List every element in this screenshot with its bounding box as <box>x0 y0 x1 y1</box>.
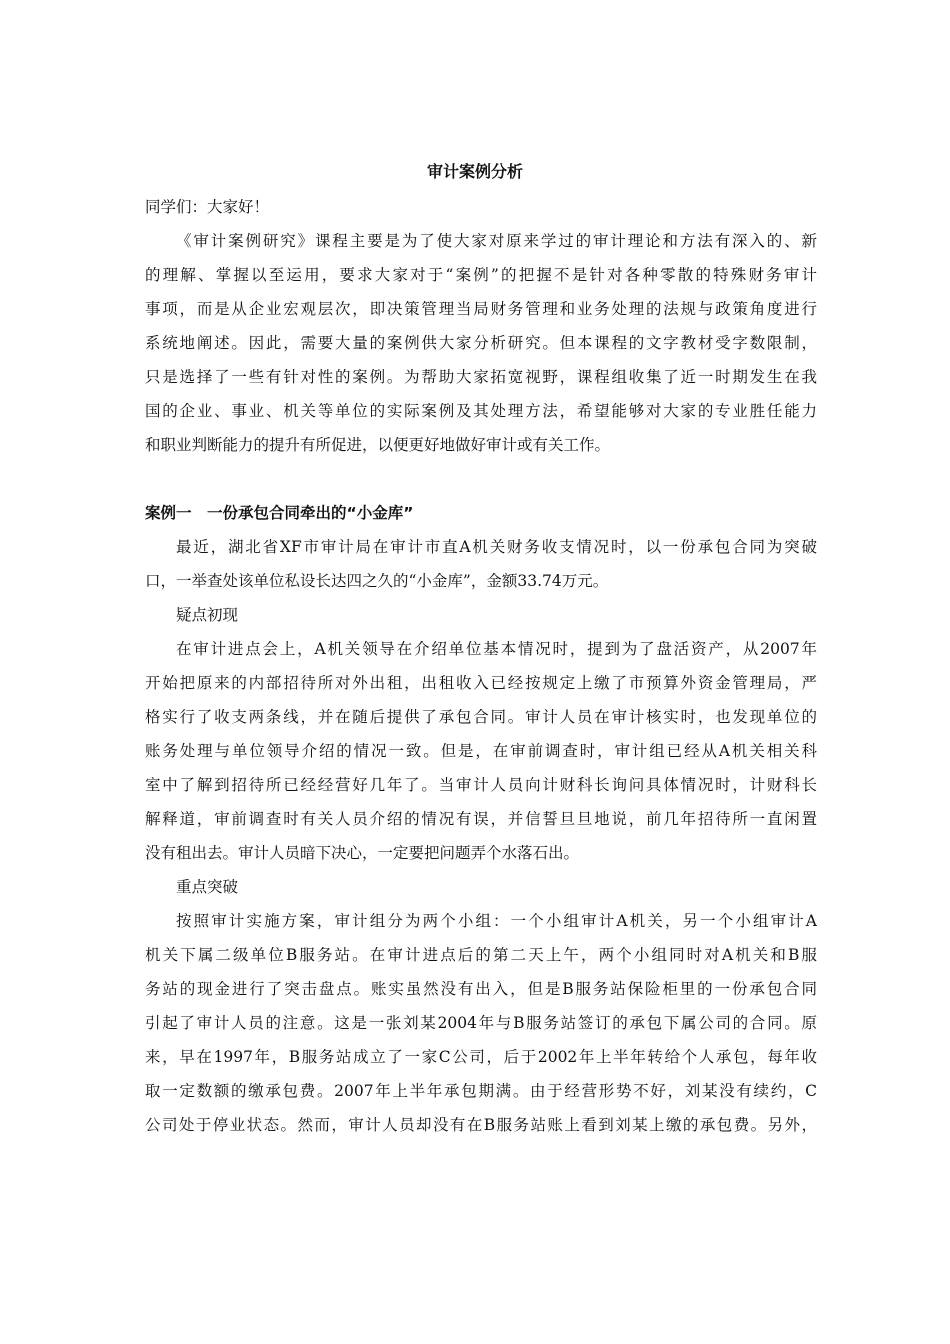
paragraph-line: 《审计案例研究》课程主要是为了使大家对原来学过的审计理论和方法有深入的、新 <box>176 232 817 250</box>
paragraph-line: 没有租出去。审计人员暗下决心，一定要把问题弄个水落石出。 <box>145 844 580 862</box>
case-heading: 案例一 一份承包合同牵出的“小金库” <box>145 504 414 522</box>
section-spacer <box>145 467 817 501</box>
paragraph-line: 口，一举查处该单位私设长达四之久的“小金库”，金额33.74万元。 <box>145 572 609 590</box>
greeting-line: 同学们：大家好！ <box>145 198 270 216</box>
paragraph-line: 系统地阐述。因此，需要大量的案例供大家分析研究。但本课程的文字教材受字数限制， <box>145 334 817 352</box>
paragraph-line: 来，早在1997年，B服务站成立了一家C公司，后于2002年上半年转给个人承包，每年收 <box>145 1048 817 1066</box>
paragraph-line: 室中了解到招待所已经经营好几年了。当审计人员向计财科长询问具体情况时，计财科长 <box>145 776 817 794</box>
paragraph-line: 机关下属二级单位B服务站。在审计进点后的第二天上午，两个小组同时对A机关和B服 <box>145 946 817 964</box>
paragraph-line: 最近，湖北省XF市审计局在审计市直A机关财务收支情况时，以一份承包合同为突破 <box>176 538 817 556</box>
case-summary-paragraph <box>145 535 817 593</box>
document-title: 审计案例分析 <box>426 162 523 181</box>
paragraph-line: 事项，而是从企业宏观层次，即决策管理当局财务管理和业务处理的法规与政策角度进行 <box>145 300 817 318</box>
subheading-doubt: 疑点初现 <box>176 606 239 624</box>
paragraph-line: 开始把原来的内部招待所对外出租，出租收入已经按规定上缴了市预算外资金管理局，严 <box>145 674 817 692</box>
paragraph-line: 格实行了收支两条线，并在随后提供了承包合同。审计人员在审计核实时，也发现单位的 <box>145 708 817 726</box>
paragraph-line: 只是选择了一些有针对性的案例。为帮助大家拓宽视野，课程组收集了近一时期发生在我 <box>145 368 817 386</box>
doubt-paragraph <box>145 637 817 865</box>
paragraph-line: 解释道，审前调查时有关人员介绍的情况有误，并信誓旦旦地说，前几年招待所一直闲置 <box>145 810 817 828</box>
intro-paragraph <box>145 229 817 457</box>
paragraph-line: 公司处于停业状态。然而，审计人员却没有在B服务站账上看到刘某上缴的承包费。另外， <box>145 1116 817 1134</box>
paragraph-line: 取一定数额的缴承包费。2007年上半年承包期满。由于经营形势不好，刘某没有续约，C <box>145 1082 817 1100</box>
paragraph-line: 的理解、掌握以至运用，要求大家对于“案例”的把握不是针对各种零散的特殊财务审计 <box>145 266 817 284</box>
paragraph-line: 和职业判断能力的提升有所促进，以便更好地做好审计或有关工作。 <box>145 436 611 454</box>
paragraph-line: 在审计进点会上，A机关领导在介绍单位基本情况时，提到为了盘活资产，从2007年 <box>176 640 817 658</box>
paragraph-line: 账务处理与单位领导介绍的情况一致。但是，在审前调查时，审计组已经从A机关相关科 <box>145 742 817 760</box>
subheading-breakthrough: 重点突破 <box>176 878 239 896</box>
paragraph-line: 国的企业、事业、机关等单位的实际案例及其处理方法，希望能够对大家的专业胜任能力 <box>145 402 817 420</box>
document-body <box>145 195 817 1147</box>
breakthrough-paragraph <box>145 909 817 1137</box>
paragraph-line: 引起了审计人员的注意。这是一张刘某2004年与B服务站签订的承包下属公司的合同。原 <box>145 1014 817 1032</box>
paragraph-line: 按照审计实施方案，审计组分为两个小组：一个小组审计A机关，另一个小组审计A <box>176 912 817 930</box>
paragraph-line: 务站的现金进行了突击盘点。账实虽然没有出入，但是B服务站保险柜里的一份承包合同 <box>145 980 817 998</box>
